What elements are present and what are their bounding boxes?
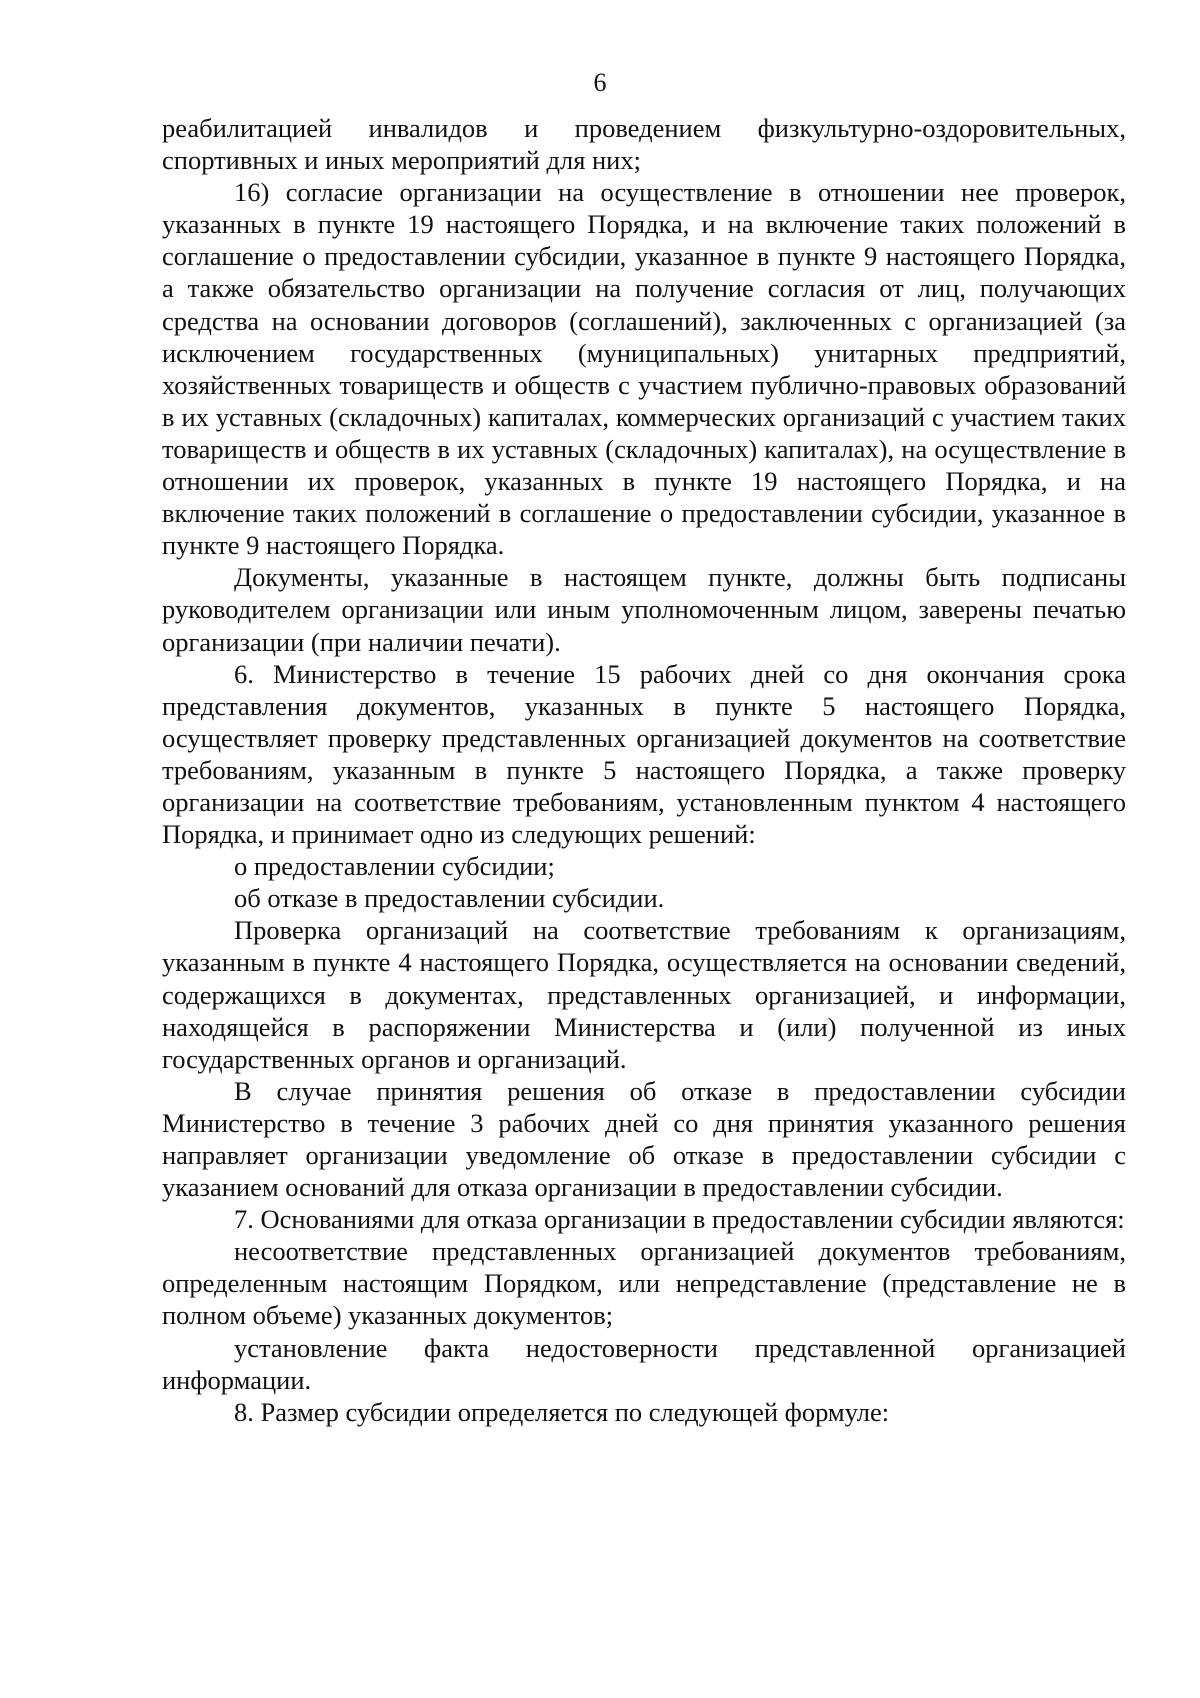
paragraph-decision-grant: о предоставлении субсидии; <box>234 851 555 882</box>
paragraph-verification: Проверка организаций на соответствие требованиям к организациям, указанным в пункте 4 настоящего Порядка, осуществляется на основании сведений, содержащихся в документах, представленных организацией, и информации, находящейся в распоряжении Министерства и (или) полученной из иных государственных органов и организаций. <box>162 915 1126 1074</box>
page-number: 6 <box>593 68 607 97</box>
paragraph-ground-nonconformity: несоответствие представленных организацией документов требованиям, определенным настоящим Порядком, или непредставление (представление не в полном объеме) указанных документов; <box>162 1236 1126 1331</box>
paragraph-documents-signing: Документы, указанные в настоящем пункте, должны быть подписаны руководителем организации или иным уполномоченным лицом, заверены печатью организации (при наличии печати). <box>162 562 1126 657</box>
paragraph-section-8: 8. Размер субсидии определяется по следующей формуле: <box>234 1396 890 1427</box>
paragraph-ground-unreliable: установление факта недостоверности представленной организацией информации. <box>162 1332 1126 1395</box>
paragraph-item-16: 16) согласие организации на осуществление в отношении нее проверок, указанных в пункте 19 настоящего Порядка, и на включение таких положений в соглашение о предоставлении субсидии, указанное в пункте 9 настоящего Порядка, а также обязательство организации на получение согласия от лиц, получающих средства на основании договоров (соглашений), заключенных с организацией (за исключением государственных (муниципальных) унитарных предприятий, хозяйственных товариществ и обществ с участием публично-правовых образований в их уставных (складочных) капиталах, коммерческих организаций с участием таких товариществ и обществ в их уставных (складочных) капиталах), на осуществление в отношении их проверок, указанных в пункте 19 настоящего Порядка, и на включение таких положений в соглашение о предоставлении субсидии, указанное в пункте 9 настоящего Порядка. <box>162 177 1126 561</box>
document-body <box>162 112 1126 1428</box>
paragraph-section-6: 6. Министерство в течение 15 рабочих дней со дня окончания срока представления документов, указанных в пункте 5 настоящего Порядка, осуществляет проверку представленных организацией документов на соответствие требованиям, указанным в пункте 5 настоящего Порядка, а также проверку организации на соответствие требованиям, установленным пунктом 4 настоящего Порядка, и принимает одно из следующих решений: <box>162 658 1126 850</box>
paragraph-section-7: 7. Основаниями для отказа организации в предоставлении субсидии являются: <box>234 1204 1125 1235</box>
paragraph-continuation: реабилитацией инвалидов и проведением физкультурно-оздоровительных, спортивных и иных мероприятий для них; <box>162 113 1126 176</box>
paragraph-refusal-notice: В случае принятия решения об отказе в предоставлении субсидии Министерство в течение 3 рабочих дней со дня принятия указанного решения направляет организации уведомление об отказе в предоставлении субсидии с указанием оснований для отказа организации в предоставлении субсидии. <box>162 1075 1126 1203</box>
paragraph-decision-refuse: об отказе в предоставлении субсидии. <box>234 883 665 914</box>
